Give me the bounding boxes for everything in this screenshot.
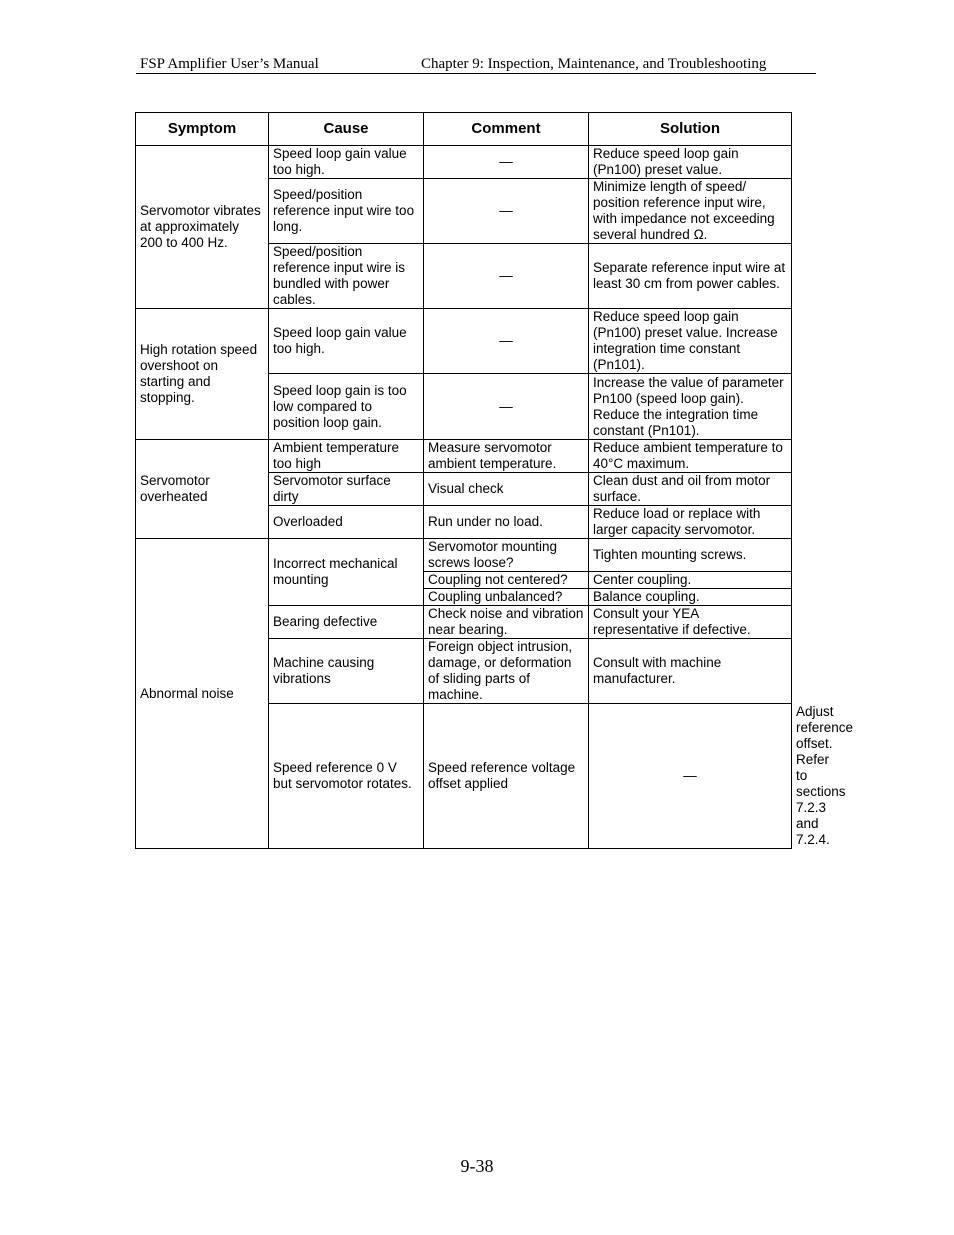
table-row — [136, 539, 792, 572]
symptom-cell: Speed reference 0 V but servomotor rotates. — [269, 704, 424, 849]
comment-cell: Measure servomotor ambient temperature. — [424, 440, 589, 473]
cause-cell: Speed/position reference input wire too long. — [269, 179, 424, 244]
table-row — [136, 440, 792, 473]
solution-cell: Balance coupling. — [589, 589, 792, 606]
column-header-solution: Solution — [589, 113, 792, 146]
solution-cell: Increase the value of parameter Pn100 (speed loop gain). Reduce the integration time constant (Pn101). — [589, 374, 792, 440]
comment-cell: Foreign object intrusion, damage, or deformation of sliding parts of machine. — [424, 639, 589, 704]
comment-cell: Coupling not centered? — [424, 572, 589, 589]
comment-cell: — — [424, 374, 589, 440]
solution-cell: Minimize length of speed/ position reference input wire, with impedance not exceeding several hundred Ω. — [589, 179, 792, 244]
solution-cell: Reduce speed loop gain (Pn100) preset value. — [589, 146, 792, 179]
solution-cell: Center coupling. — [589, 572, 792, 589]
comment-cell: Check noise and vibration near bearing. — [424, 606, 589, 639]
running-header-chapter: Chapter 9: Inspection, Maintenance, and Troubleshooting — [421, 56, 767, 72]
symptom-cell: Servomotor vibrates at approximately 200 to 400 Hz. — [136, 146, 269, 309]
table-row: Speed reference 0 V but servomotor rotates. Speed reference voltage offset applied — Adjust reference offset. Refer to sections 7.2.3 and 7.2.4. — [136, 704, 792, 849]
comment-cell: Coupling unbalanced? — [424, 589, 589, 606]
cause-cell: Speed loop gain is too low compared to position loop gain. — [269, 374, 424, 440]
comment-cell: Visual check — [424, 473, 589, 506]
comment-cell: Run under no load. — [424, 506, 589, 539]
comment-cell: — — [424, 146, 589, 179]
solution-cell: Reduce load or replace with larger capacity servomotor. — [589, 506, 792, 539]
header-rule — [136, 73, 816, 74]
comment-cell: Servomotor mounting screws loose? — [424, 539, 589, 572]
cause-cell: Machine causing vibrations — [269, 639, 424, 704]
solution-cell: Separate reference input wire at least 30 cm from power cables. — [589, 244, 792, 309]
troubleshooting-table — [135, 112, 854, 849]
comment-cell: — — [589, 704, 792, 849]
symptom-cell: Abnormal noise — [136, 539, 269, 849]
cause-cell: Overloaded — [269, 506, 424, 539]
comment-cell: — — [424, 244, 589, 309]
column-header-symptom: Symptom — [136, 113, 269, 146]
cause-cell: Speed loop gain value too high. — [269, 309, 424, 374]
cause-cell: Speed loop gain value too high. — [269, 146, 424, 179]
solution-cell: Reduce ambient temperature to 40°C maximum. — [589, 440, 792, 473]
cause-cell: Bearing defective — [269, 606, 424, 639]
symptom-cell: Servomotor overheated — [136, 440, 269, 539]
solution-cell: Consult with machine manufacturer. — [589, 639, 792, 704]
cause-cell: Speed/position reference input wire is bundled with power cables. — [269, 244, 424, 309]
symptom-cell: High rotation speed overshoot on starting and stopping. — [136, 309, 269, 440]
column-header-cause: Cause — [269, 113, 424, 146]
cause-cell: Incorrect mechanical mounting — [269, 539, 424, 606]
table-row — [136, 309, 792, 374]
table-header-row — [136, 113, 792, 146]
solution-cell: Reduce speed loop gain (Pn100) preset value. Increase integration time constant (Pn101). — [589, 309, 792, 374]
running-header-title: FSP Amplifier User’s Manual — [140, 56, 319, 72]
comment-cell: — — [424, 309, 589, 374]
cause-cell: Speed reference voltage offset applied — [424, 704, 589, 849]
page-number: 9-38 — [460, 1156, 494, 1176]
solution-cell: Clean dust and oil from motor surface. — [589, 473, 792, 506]
column-header-comment: Comment — [424, 113, 589, 146]
comment-cell: — — [424, 179, 589, 244]
table-row — [136, 146, 792, 179]
cause-cell: Ambient temperature too high — [269, 440, 424, 473]
solution-cell: Tighten mounting screws. — [589, 539, 792, 572]
cause-cell: Servomotor surface dirty — [269, 473, 424, 506]
solution-cell: Consult your YEA representative if defective. — [589, 606, 792, 639]
